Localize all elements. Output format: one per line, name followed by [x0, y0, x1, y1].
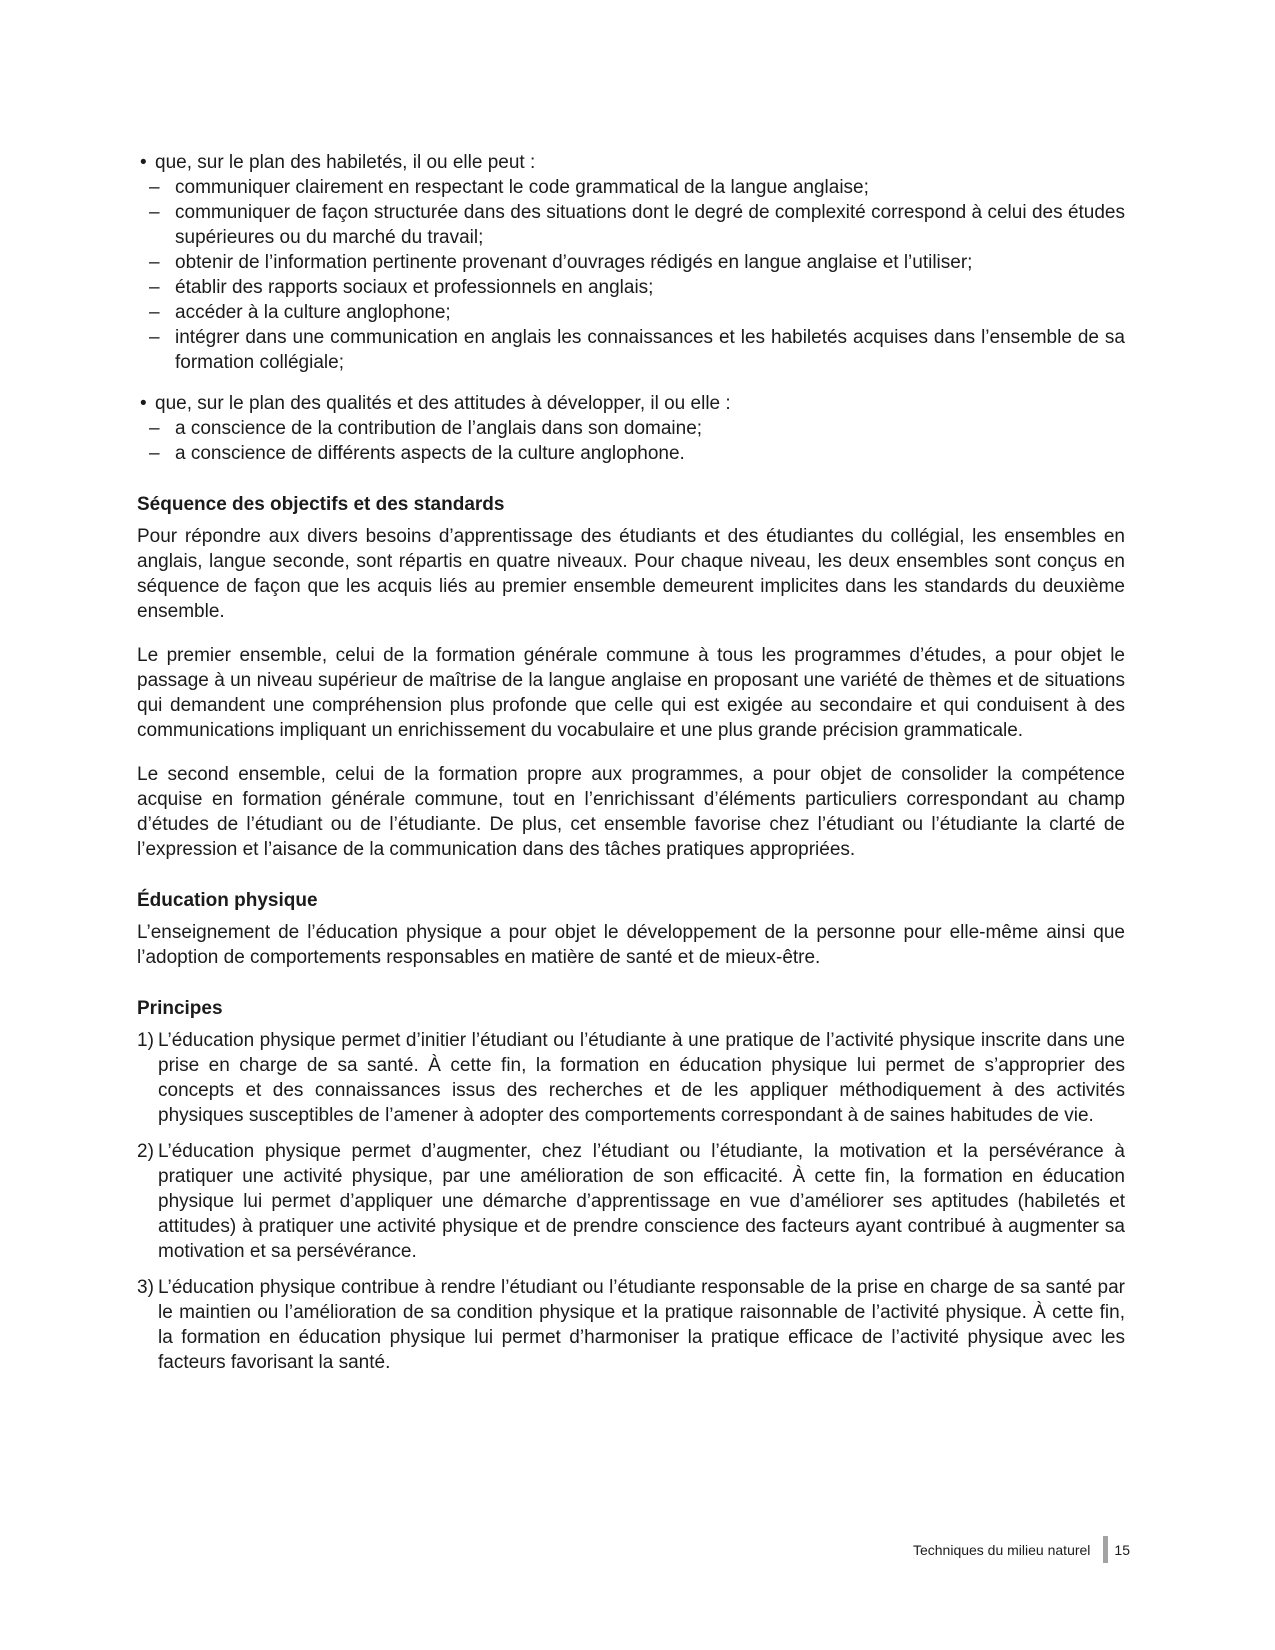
- body-paragraph: Le premier ensemble, celui de la formation générale commune à tous les programmes d’études, a pour objet le passage à un niveau supérieur de maîtrise de la langue anglaise en proposant une variété de thèmes et de situations qui demandent une compréhension plus profonde que celle qui est exigée au secondaire et qui conduisent à des communications impliquant un enrichissement du vocabulaire et une plus grande précision grammaticale.: [137, 645, 1125, 741]
- bullet-block-qualites: [137, 391, 1125, 466]
- item-number: 2): [137, 1141, 154, 1162]
- item-number: 3): [137, 1277, 154, 1298]
- bullet-icon: •: [140, 393, 147, 414]
- page-content: [137, 150, 1125, 1386]
- bullet-icon: •: [140, 152, 147, 173]
- dash-item: [149, 416, 1125, 441]
- body-paragraph: L’enseignement de l’éducation physique a pour objet le développement de la personne pour elle-même ainsi que l’adoption de comportements responsables en matière de santé et de mieux-être.: [137, 922, 1125, 968]
- body-paragraph: Le second ensemble, celui de la formation propre aux programmes, a pour objet de consolider la compétence acquise en formation générale commune, tout en l’enrichissant d’éléments particuliers correspondant au champ d’études de l’étudiant ou de l’étudiante. De plus, cet ensemble favorise chez l’étudiant ou l’étudiante la clarté de l’expression et l’aisance de la communication dans des tâches pratiques appropriées.: [137, 764, 1125, 860]
- dash-item-text: communiquer de façon structurée dans des situations dont le degré de complexité correspond à celui des études supérieures ou du marché du travail;: [175, 202, 1125, 248]
- dash-item-text: accéder à la culture anglophone;: [175, 302, 451, 323]
- section-heading: Éducation physique: [137, 890, 318, 911]
- dash-item-text: communiquer clairement en respectant le code grammatical de la langue anglaise;: [175, 177, 869, 198]
- dash-icon: –: [149, 302, 160, 323]
- footer-page-number: 15: [1114, 1541, 1130, 1558]
- section-education-physique: [137, 888, 1125, 970]
- item-number: 1): [137, 1030, 154, 1051]
- section-heading: Principes: [137, 998, 223, 1019]
- dash-item: [149, 300, 1125, 325]
- numbered-item: [137, 1139, 1125, 1264]
- bullet-lead-row: [137, 391, 1125, 416]
- dash-icon: –: [149, 327, 160, 348]
- bullet-lead-text: que, sur le plan des habiletés, il ou elle peut :: [155, 152, 536, 173]
- dash-icon: –: [149, 202, 160, 223]
- dash-item-text: obtenir de l’information pertinente provenant d’ouvrages rédigés en langue anglaise et l’utiliser;: [175, 252, 973, 273]
- numbered-item: [137, 1275, 1125, 1375]
- section-heading: Séquence des objectifs et des standards: [137, 494, 505, 515]
- bullet-lead-row: [137, 150, 1125, 175]
- numbered-item-text: L’éducation physique contribue à rendre l’étudiant ou l’étudiante responsable de la prise en charge de sa santé par le maintien ou l’amélioration de sa condition physique et la pratique raisonnable de l’activité physique. À cette fin, la formation en éducation physique lui permet d’harmoniser la pratique efficace de l’activité physique avec les facteurs favorisant la santé.: [158, 1277, 1125, 1373]
- numbered-item-text: L’éducation physique permet d’augmenter, chez l’étudiant ou l’étudiante, la motivation et la persévérance à pratiquer une activité physique, par une amélioration de son efficacité. À cette fin, la formation en éducation physique lui permet d’appliquer une démarche d’apprentissage en vue d’améliorer ses aptitudes (habiletés et attitudes) à pratiquer une activité physique et de prendre conscience des facteurs ayant contribué à augmenter sa motivation et sa persévérance.: [158, 1141, 1125, 1262]
- numbered-item-text: L’éducation physique permet d’initier l’étudiant ou l’étudiante à une pratique de l’activité physique inscrite dans une prise en charge de sa santé. À cette fin, la formation en éducation physique lui permet de s’approprier des concepts et des connaissances issus des recherches et de les appliquer méthodiquement à des activités physiques susceptibles de l’amener à adopter des comportements correspondant à de saines habitudes de vie.: [158, 1030, 1125, 1126]
- numbered-item: [137, 1028, 1125, 1128]
- dash-item: [149, 250, 1125, 275]
- footer-label: Techniques du milieu naturel: [912, 1541, 1091, 1558]
- dash-item-text: a conscience de différents aspects de la culture anglophone.: [175, 443, 685, 464]
- dash-item-text: établir des rapports sociaux et professionnels en anglais;: [175, 277, 654, 298]
- dash-item-text: intégrer dans une communication en anglais les connaissances et les habiletés acquises dans l’ensemble de sa formation collégiale;: [175, 327, 1125, 373]
- page-footer: [913, 1536, 1130, 1563]
- bullet-lead-text: que, sur le plan des qualités et des attitudes à développer, il ou elle :: [155, 393, 731, 414]
- footer-divider: [1103, 1536, 1108, 1563]
- dash-item: [149, 175, 1125, 200]
- section-sequence: [137, 492, 1125, 862]
- dash-icon: –: [149, 443, 160, 464]
- section-principes: [137, 996, 1125, 1375]
- dash-item-text: a conscience de la contribution de l’anglais dans son domaine;: [175, 418, 703, 439]
- dash-icon: –: [149, 277, 160, 298]
- dash-item: [149, 441, 1125, 466]
- bullet-block-habiletes: [137, 150, 1125, 375]
- dash-icon: –: [149, 177, 160, 198]
- dash-icon: –: [149, 418, 160, 439]
- body-paragraph: Pour répondre aux divers besoins d’apprentissage des étudiants et des étudiantes du collégial, les ensembles en anglais, langue seconde, sont répartis en quatre niveaux. Pour chaque niveau, les deux ensembles sont conçus en séquence de façon que les acquis liés au premier ensemble demeurent implicites dans les standards du deuxième ensemble.: [137, 526, 1125, 622]
- dash-icon: –: [149, 252, 160, 273]
- dash-item: [149, 325, 1125, 375]
- dash-item: [149, 275, 1125, 300]
- dash-item: [149, 200, 1125, 250]
